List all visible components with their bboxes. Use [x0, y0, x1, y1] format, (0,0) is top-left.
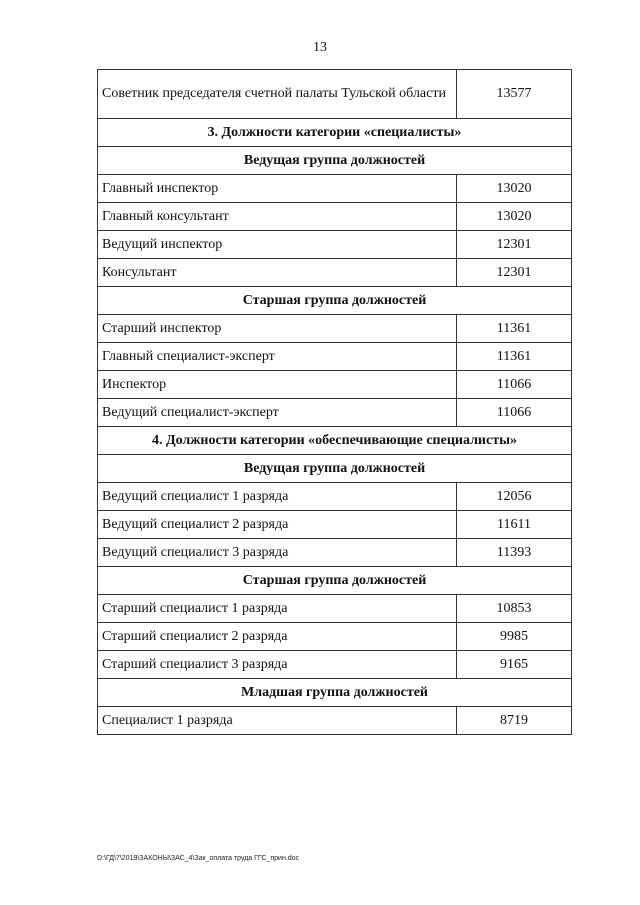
table-row: [98, 203, 572, 231]
salary-table: [97, 69, 572, 735]
position-name: Ведущий инспектор: [98, 231, 457, 259]
salary-value: 9165: [457, 651, 572, 679]
table-row: [98, 259, 572, 287]
table-row: [98, 70, 572, 119]
group-heading: 4. Должности категории «обеспечивающие специалисты»: [98, 427, 572, 455]
group-heading: Ведущая группа должностей: [98, 455, 572, 483]
table-group-heading-row: [98, 455, 572, 483]
table-group-heading-row: [98, 427, 572, 455]
position-name: Ведущий специалист 3 разряда: [98, 539, 457, 567]
table-row: [98, 651, 572, 679]
position-name: Главный консультант: [98, 203, 457, 231]
salary-value: 11066: [457, 371, 572, 399]
table-row: [98, 343, 572, 371]
table-row: [98, 511, 572, 539]
position-name: Советник председателя счетной палаты Тульской области: [98, 70, 457, 119]
position-name: Инспектор: [98, 371, 457, 399]
group-heading: Ведущая группа должностей: [98, 147, 572, 175]
table-row: [98, 315, 572, 343]
footer-file-path: D:\ГД\7\2019\ЗАКОНЫ\ЗАС_4\Зак_оплата труда ГГС_прин.doc: [97, 855, 300, 862]
position-name: Специалист 1 разряда: [98, 707, 457, 735]
table-row: [98, 595, 572, 623]
salary-value: 13020: [457, 175, 572, 203]
table-row: [98, 623, 572, 651]
group-heading: 3. Должности категории «специалисты»: [98, 119, 572, 147]
position-name: Ведущий специалист 1 разряда: [98, 483, 457, 511]
salary-value: 11393: [457, 539, 572, 567]
position-name: Главный специалист-эксперт: [98, 343, 457, 371]
table-row: [98, 371, 572, 399]
salary-value: 12301: [457, 259, 572, 287]
salary-value: 8719: [457, 707, 572, 735]
position-name: Старший специалист 3 разряда: [98, 651, 457, 679]
position-name: Старший инспектор: [98, 315, 457, 343]
table-row: [98, 483, 572, 511]
table-group-heading-row: [98, 567, 572, 595]
table-group-heading-row: [98, 287, 572, 315]
table-group-heading-row: [98, 119, 572, 147]
position-name: Главный инспектор: [98, 175, 457, 203]
position-name: Старший специалист 2 разряда: [98, 623, 457, 651]
table-row: [98, 175, 572, 203]
table-group-heading-row: [98, 679, 572, 707]
group-heading: Старшая группа должностей: [98, 287, 572, 315]
position-name: Ведущий специалист 2 разряда: [98, 511, 457, 539]
salary-value: 10853: [457, 595, 572, 623]
salary-value: 12301: [457, 231, 572, 259]
salary-value: 11611: [457, 511, 572, 539]
table-group-heading-row: [98, 147, 572, 175]
group-heading: Младшая группа должностей: [98, 679, 572, 707]
salary-table-body: [98, 70, 572, 735]
position-name: Консультант: [98, 259, 457, 287]
table-row: [98, 539, 572, 567]
table-row: [98, 707, 572, 735]
salary-value: 9985: [457, 623, 572, 651]
page-number: 13: [313, 40, 327, 55]
salary-value: 11066: [457, 399, 572, 427]
salary-value: 13577: [457, 70, 572, 119]
table-row: [98, 231, 572, 259]
salary-value: 13020: [457, 203, 572, 231]
salary-value: 11361: [457, 343, 572, 371]
group-heading: Старшая группа должностей: [98, 567, 572, 595]
salary-value: 11361: [457, 315, 572, 343]
table-row: [98, 399, 572, 427]
position-name: Ведущий специалист-эксперт: [98, 399, 457, 427]
salary-value: 12056: [457, 483, 572, 511]
position-name: Старший специалист 1 разряда: [98, 595, 457, 623]
